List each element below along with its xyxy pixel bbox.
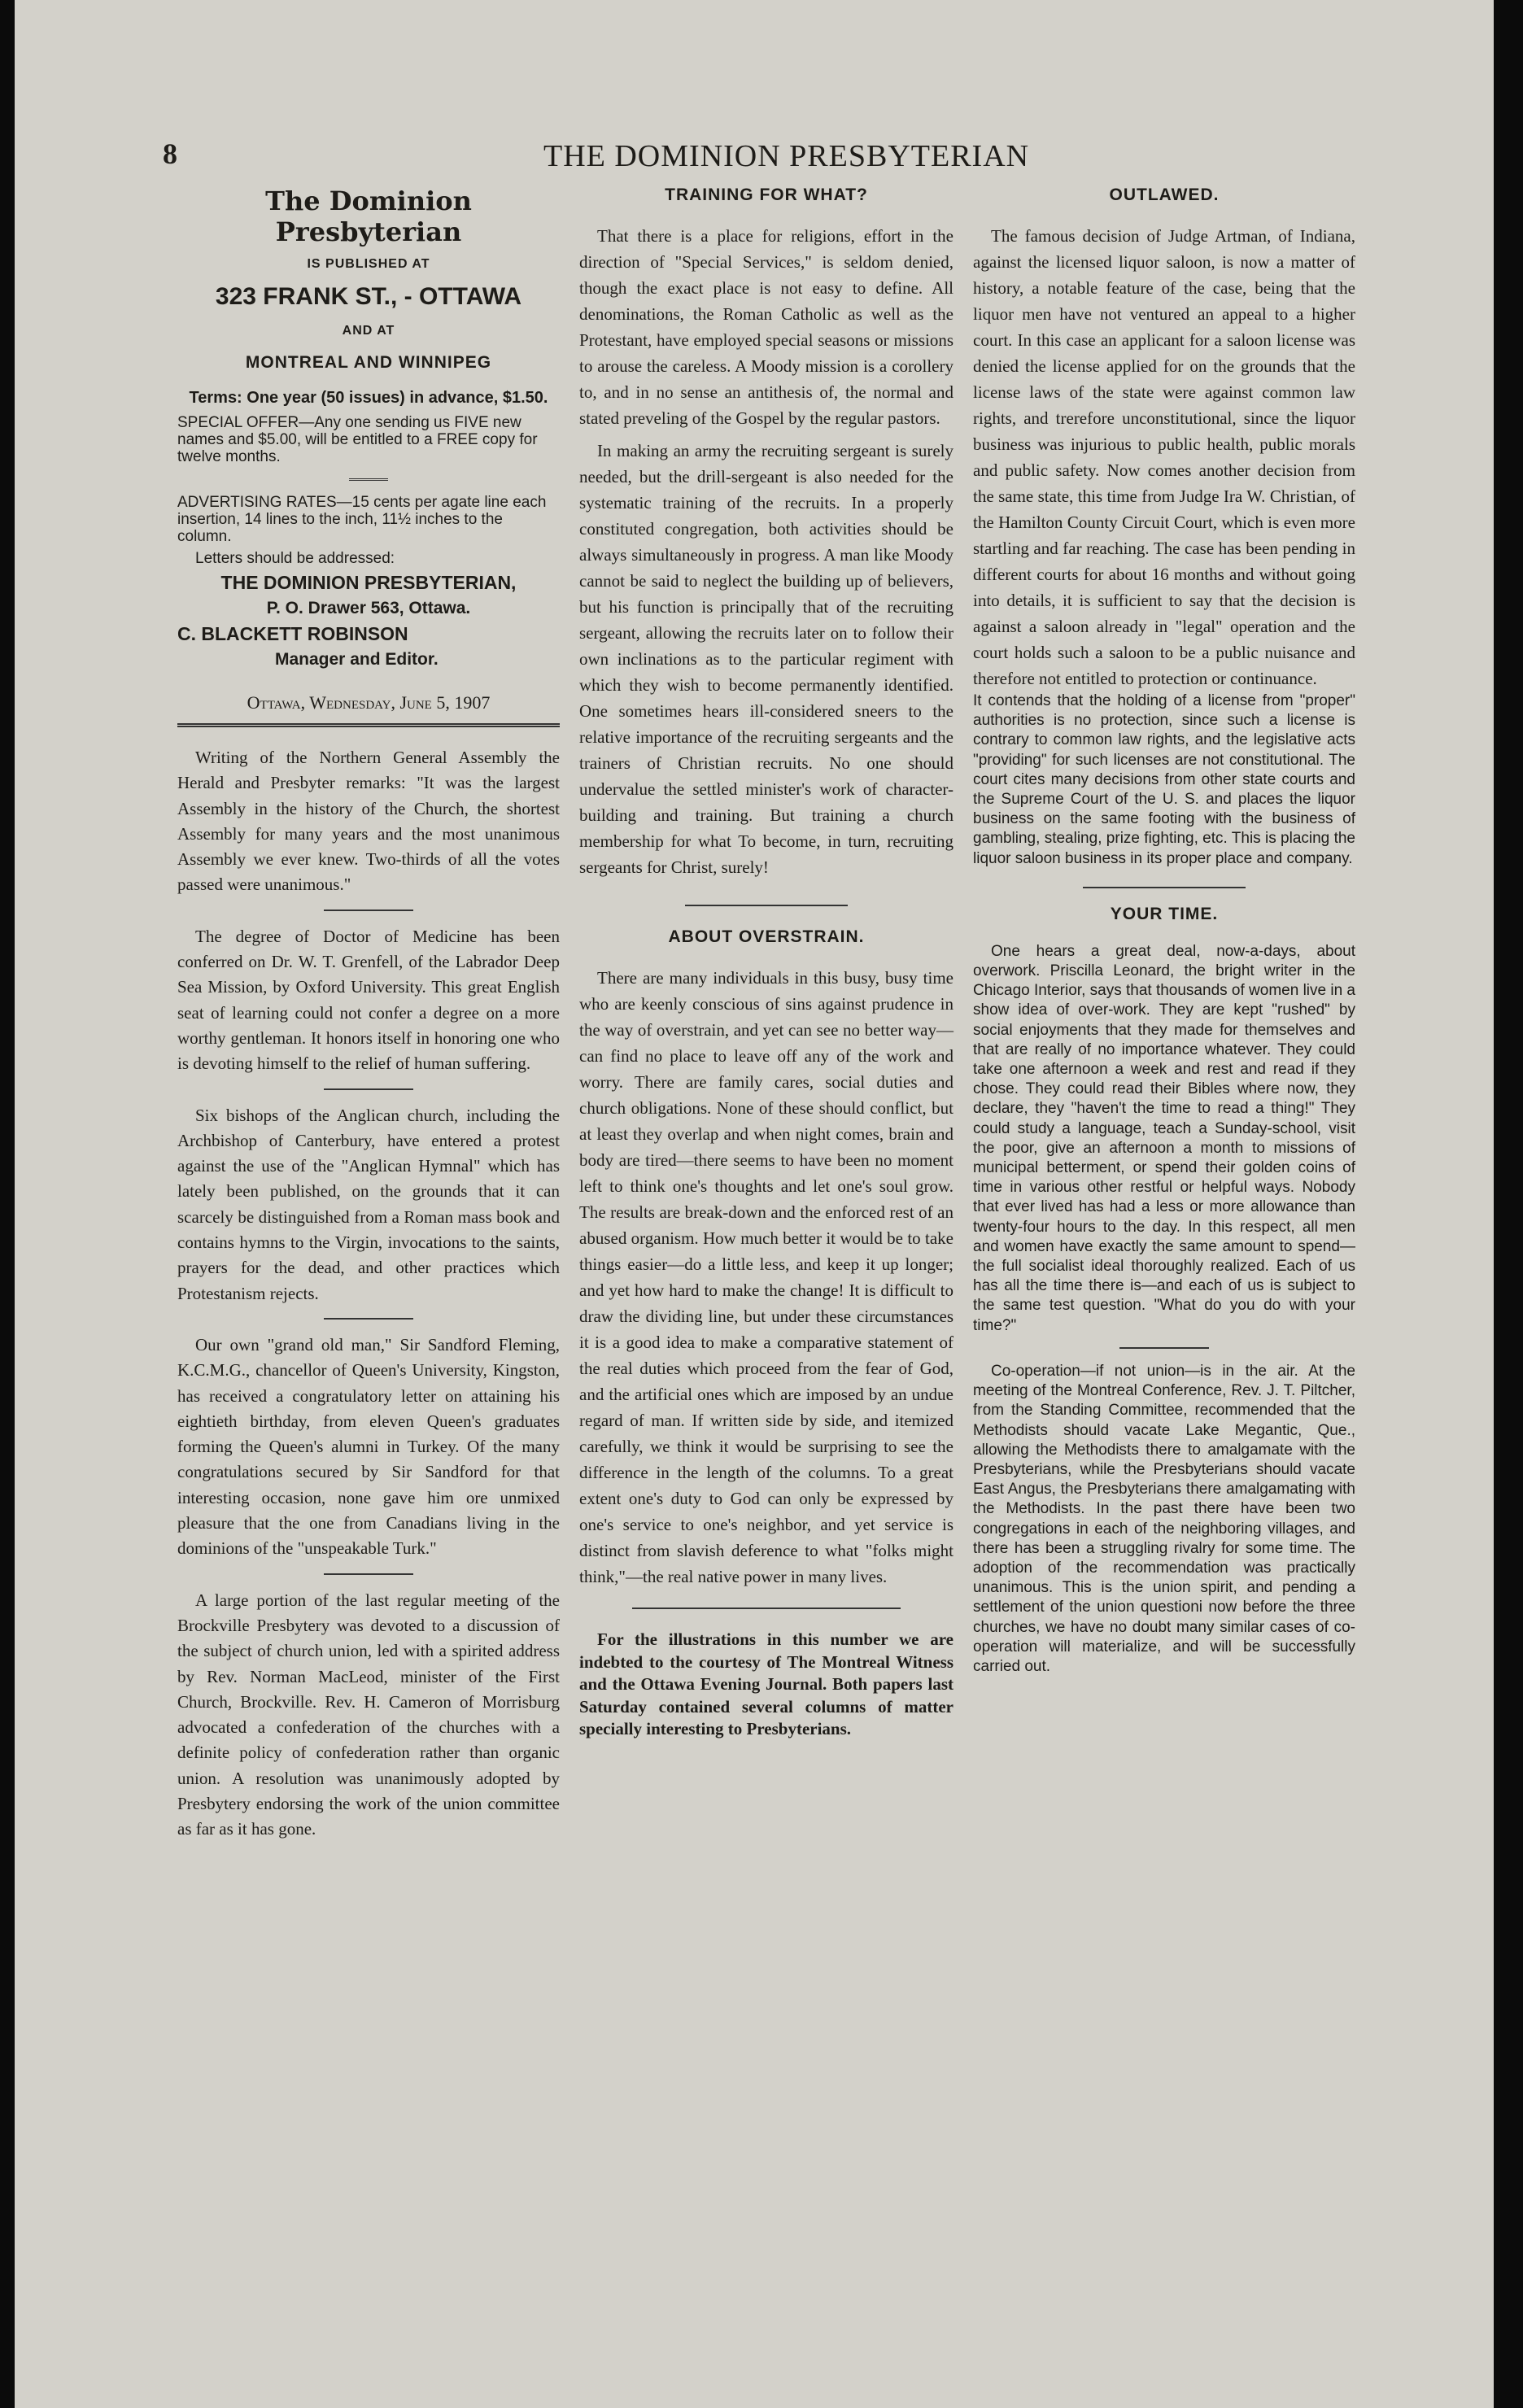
separator-rule (324, 1573, 413, 1575)
masthead-cities: MONTREAL AND WINNIPEG (245, 353, 492, 372)
masthead-letters: Letters should be addressed: (195, 550, 395, 567)
masthead-editor-name: C. BLACKETT ROBINSON (177, 623, 408, 644)
heading-training: TRAINING FOR WHAT? (665, 185, 868, 204)
heading-overstrain: ABOUT OVERSTRAIN. (668, 927, 865, 946)
dateline: Ottawa, Wednesday, June 5, 1907 (177, 692, 560, 727)
separator-rule (324, 1088, 413, 1090)
separator-rule (324, 910, 413, 911)
article-paragraph: Our own "grand old man," Sir Sandford Fleming, K.C.M.G., chancellor of Queen's University, Kingston, has received a congratulatory letter on attaining his eightieth birthday, from eleven Queen's graduates forming the Queen's alumni in Turkey. Of the many congratulations secured by Sir Sandford for that interesting occasion, none gave him ore unmixed pleasure that the one from Canadians living in the dominions of the "unspeakable Turk." (177, 1334, 560, 1559)
article-paragraph: Writing of the Northern General Assembly the Herald and Presbyter remarks: "It was the largest Assembly in the history of the Church, the shortest Assembly for many years and the most unanimous Assembly we ever knew. Two-thirds of all the votes passed were unanimous." (177, 748, 560, 895)
separator-rule (685, 905, 848, 906)
heading-your-time: YOUR TIME. (1110, 904, 1219, 923)
article-paragraph: In making an army the recruiting sergeant is surely needed, but the drill-sergeant is also needed for the systematic training of the recruits. In a properly constituted congregation, both activities should be always simultaneously in progress. A man like Moody cannot be said to neglect the building up of believers, but his function is principally that of the recruiting sergeant, allowing the recruits later on to follow their own inclinations as to the particular regiment with which they wish to become permanently identified. One sometimes hears ill-considered sneers to the relative importance of the recruiting sergeants and the trainers of Christian recruits. No one should undervalue the settled minister's work of character-building and training. But training a church membership for what To become, in turn, recruiting sergeants for Christ, surely! (579, 441, 954, 877)
illustrations-notice: For the illustrations in this number we are indebted to the courtesy of The Montreal Witness and the Ottawa Evening Journal. Both papers last Saturday contained several columns of matter specially interesting to Presbyterians. (579, 1629, 954, 1738)
article-paragraph: That there is a place for religions, effort in the direction of "Special Services," is seldom denied, though the exact place is not easy to define. All denominations, the Roman Catholic as well as the Protestant, have employed special seasons or missions to arouse the careless. A Moody mission is a corollery to, and in no sense an antithesis of, the normal and stated preveling of the Gospel by the regular pastors. (579, 226, 954, 428)
article-paragraph: A large portion of the last regular meeting of the Brockville Presbytery was devoted to a discussion of the subject of church union, led with a spirited address by Rev. Norman MacLeod, minister of the First Church, Brockville. Rev. H. Cameron of Morrisburg advocated a confederation of the churches with a definite policy of confederation rather than organic union. A resolution was unanimously adopted by Presbytery endorsing the work of the union committee as far as it has gone. (177, 1590, 560, 1839)
page-header (163, 137, 1318, 185)
masthead-published-at: IS PUBLISHED AT (307, 257, 430, 271)
masthead (177, 185, 560, 670)
article-paragraph: The famous decision of Judge Artman, of Indiana, against the licensed liquor saloon, is now a matter of history, a notable feature of the case, being that the liquor men have not ventured an appeal to a higher court. In this case an applicant for a saloon license was denied the license applied for on the grounds that the license laws of the state were against common law rights, and trerefore unconstitutional, since the liquor business was injurious to public health, public morals and public safety. Now comes another decision from the same state, this time from Judge Ira W. Christian, of the Hamilton County Circuit Court, which is even more startling and far reaching. The case has been pending in different courts for about 16 months and without going into details, it is sufficient to say that the decision is against a saloon already in "legal" operation and the court holds such a saloon to be a public nuisance and therefore not entitled to protection or continuance. (973, 226, 1355, 688)
article-paragraph: The degree of Doctor of Medicine has been conferred on Dr. W. T. Grenfell, of the Labrador Deep Sea Mission, by Oxford University. This great English seat of learning could not confer a degree on a more worthy gentleman. It honors itself in honoring one who is devoting himself to the relief of human suffering. (177, 926, 560, 1074)
article-paragraph: Co-operation—if not union—is in the air. At the meeting of the Montreal Conference, Rev. J. T. Piltcher, from the Standing Committee, recommended that the Methodists should vacate Lake Megantic, Que., allowing the Methodists there to amalgamate with the Presbyterians, while the Presbyterians should vacate East Angus, the Presbyterians there amalgamating with the Methodists. In the past there have been two congregations in each of the neighboring villages, and there has been a struggling rivalry for some time. The adoption of the recommendation was practically unanimous. This is the union spirit, and pending a settlement of the union questioni now before the three churches, we have no doubt many similar cases of co-operation will materialize, and will be successfully carried out. (973, 1362, 1355, 1675)
page-number: 8 (163, 137, 177, 170)
column-1 (177, 185, 560, 1843)
masthead-special-offer: SPECIAL OFFER—Any one sending us FIVE new names and $5.00, will be entitled to a FREE copy for twelve months. (177, 414, 538, 465)
heading-outlawed: OUTLAWED. (1109, 185, 1220, 204)
article-paragraph: There are many individuals in this busy, busy time who are keenly conscious of sins against prudence in the way of overstrain, and yet can see no better way—can find no place to leave off any of the work and worry. There are family cares, social duties and church obligations. None of these should conflict, but at least they overlap and when night comes, brain and body are tired—there seems to have been no moment left to think one's thoughts and let one's soul grow. The results are break-down and the enforced rest of an abused organism. How much better it would be to take things easier—do a little less, and keep it up longer; and yet how hard to make the change! It is difficult to draw the dividing line, but under these circumstances it is a good idea to make a comparative statement of the real duties which proceed from the fear of God, and the artificial ones which are imposed by an undue regard of man. If written side by side, and itemized carefully, we think it would be surprising to see the difference in the length of the columns. To a great extent one's duty to God can only be expressed by one's service to one's neighbor, and yet service is distinct from slavish deference to what "folks might think,"—the real native power in many lives. (579, 968, 954, 1586)
masthead-editor-title: Manager and Editor. (275, 650, 439, 669)
masthead-address: 323 FRANK ST., - OTTAWA (215, 283, 522, 310)
masthead-terms: Terms: One year (50 issues) in advance, $1.50. (189, 389, 548, 407)
column-3 (973, 185, 1355, 1677)
masthead-addressee: THE DOMINION PRESBYTERIAN, (220, 572, 517, 593)
separator-rule (1083, 887, 1246, 888)
separator-rule (324, 1318, 413, 1320)
separator-rule (1119, 1347, 1209, 1349)
masthead-advertising: ADVERTISING RATES—15 cents per agate line each insertion, 14 lines to the inch, 11½ inches to the column. (177, 494, 547, 545)
separator-rule (632, 1608, 901, 1609)
masthead-drawer: P. O. Drawer 563, Ottawa. (266, 599, 471, 617)
article-paragraph: Six bishops of the Anglican church, including the Archbishop of Canterbury, have entered a protest against the use of the "Anglican Hymnal" which has lately been published, on the grounds that it can scarcely be distinguished from a Roman mass book and contains hymns to the Virgin, invocations to the saints, prayers for the dead, and other practices which Protestanism rejects. (177, 1105, 560, 1303)
article-paragraph: It contends that the holding of a license from "proper" authorities is no protection, since such a license is contrary to common law rights, and the legislative acts "providing" for such licenses are not constitutional. The court cites many decisions from other state courts and the Supreme Court of the U. S. and places the liquor business on the same footing with the business of gambling, stealing, prize fighting, etc. This is placing the liquor saloon business in its proper place and company. (973, 692, 1355, 867)
masthead-divider (349, 478, 388, 481)
article-paragraph: One hears a great deal, now-a-days, about overwork. Priscilla Leonard, the bright writer in the Chicago Interior, says that thousands of women live in a show idea of over-work. They are kept "rushed" by social enjoyments that they made for themselves and that are really of no importance whatever. They could take one afternoon a week and rest and read if they chose. They could read their Bibles where now, they declare, they "haven't the time to read a thing!" They could study a language, teach a Sunday-school, visit the poor, give an afternoon a month to missions of municipal betterment, or spend their golden coins of time in various other restful or helpful ways. Nobody that ever lived has had a less or more allowance than twenty-four hours to the day. In this respect, all men and women have exactly the same amount to spend—the full socialist ideal thoroughly realized. Each of us has all the time there is—and each of us is subject to the same test question. "What do you do with your time?" (973, 942, 1355, 1334)
masthead-and-at: AND AT (342, 324, 395, 338)
column-2 (579, 185, 954, 1741)
running-head: THE DOMINION PRESBYTERIAN (543, 139, 1030, 173)
masthead-title: The Dominion Presbyterian (265, 185, 472, 247)
